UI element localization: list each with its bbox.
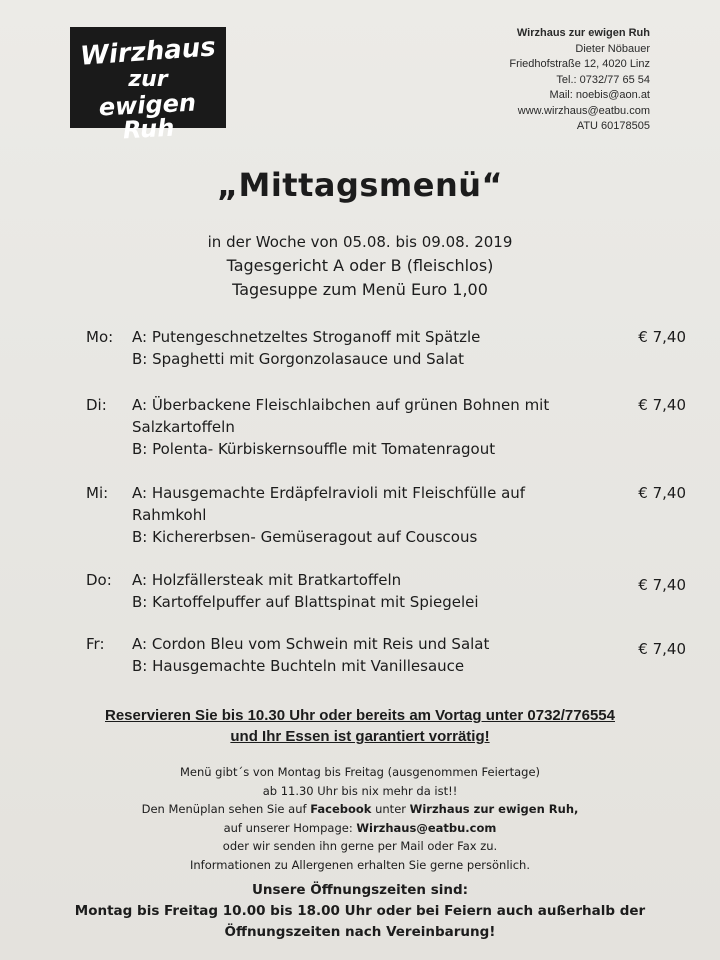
contact-mail: Mail: noebis@aon.at [549, 89, 650, 101]
day-price: € 7,40 [638, 640, 686, 658]
dish-line: A: Hausgemachte Erdäpfelravioli mit Fleischfülle auf [132, 484, 526, 502]
logo-line-2: zur [128, 67, 168, 92]
week-range: in der Woche von 05.08. bis 09.08. 2019 [207, 233, 513, 251]
contact-tel: Tel.: 0732/77 65 54 [556, 73, 650, 86]
facebook-label: Facebook [310, 802, 372, 816]
reservation-notice [0, 705, 720, 747]
reservation-line-2: und Ihr Essen ist garantiert vorrätig! [230, 728, 490, 745]
menu-options: Tagesgericht A oder B (fleischlos) [226, 256, 494, 275]
dish-line: B: Hausgemachte Buchteln mit Vanillesauce [132, 657, 465, 675]
day-dishes [132, 569, 602, 613]
contact-web: www.wirzhaus@eatbu.com [517, 104, 650, 117]
restaurant-name-bold: Wirzhaus zur ewigen Ruh, [409, 802, 579, 816]
dish-line: B: Spaghetti mit Gorgonzolasauce und Salat [132, 350, 465, 368]
dish-line: A: Cordon Bleu vom Schwein mit Reis und Salat [132, 635, 490, 653]
day-price: € 7,40 [638, 328, 686, 346]
dish-line: Salzkartoffeln [132, 418, 235, 436]
day-price: € 7,40 [638, 484, 686, 502]
logo-line-1: Wirzhaus [79, 32, 217, 72]
info-text: unter [371, 802, 410, 816]
logo-line-3: ewigen Ruh [98, 88, 197, 145]
dish-line: A: Überbackene Fleischlaibchen auf grünen Bohnen mit [132, 396, 550, 414]
info-text: auf unserer Hompage: [223, 820, 357, 835]
info-line-1: Menü gibt´s von Montag bis Freitag (ausgenommen Feiertage) [179, 765, 541, 779]
contact-atu: ATU 60178505 [576, 120, 650, 132]
page-title: „Mittagsmenü“ [216, 166, 504, 204]
info-line-5: oder wir senden ihn gerne per Mail oder Fax zu. [222, 839, 498, 853]
reservation-line-1: Reservieren Sie bis 10.30 Uhr oder bereits am Vortag unter 0732/776554 [105, 707, 615, 724]
info-line-6: Informationen zu Allergenen erhalten Sie gerne persönlich. [190, 857, 530, 872]
info-text: Den Menüplan sehen Sie auf [141, 802, 311, 816]
hours-line-3: Öffnungszeiten nach Vereinbarung! [224, 924, 496, 940]
dish-line: A: Putengeschnetzeltes Stroganoff mit Spätzle [132, 328, 481, 346]
day-label: Mi: [86, 484, 109, 502]
hours-heading: Unsere Öffnungszeiten sind: [251, 882, 469, 898]
day-label: Fr: [86, 635, 105, 653]
info-line-3 [0, 800, 720, 819]
dish-line: A: Holzfällersteak mit Bratkartoffeln [132, 571, 402, 589]
dish-line: B: Polenta- Kürbiskernsouffle mit Tomatenragout [132, 440, 496, 458]
restaurant-logo [70, 27, 226, 145]
contact-block [509, 26, 650, 135]
contact-owner: Dieter Nöbauer [575, 42, 650, 55]
day-dishes [132, 482, 602, 548]
day-label: Di: [86, 396, 107, 414]
day-dishes [132, 326, 602, 370]
dish-line: Rahmkohl [132, 506, 207, 524]
dish-line: B: Kichererbsen- Gemüseragout auf Couscous [132, 528, 478, 546]
opening-hours [0, 880, 720, 943]
info-line-2: ab 11.30 Uhr bis nix mehr da ist!! [262, 783, 458, 798]
hours-line-2: Montag bis Freitag 10.00 bis 18.00 Uhr oder bei Feiern auch außerhalb der [74, 903, 646, 919]
day-dishes [132, 394, 602, 460]
day-price: € 7,40 [638, 576, 686, 594]
day-label: Do: [86, 571, 112, 589]
contact-name: Wirzhaus zur ewigen Ruh [516, 27, 650, 39]
menu-subtitle [0, 230, 720, 302]
soup-price: Tagesuppe zum Menü Euro 1,00 [232, 280, 488, 299]
homepage-address: Wirzhaus@eatbu.com [356, 820, 497, 835]
dish-line: B: Kartoffelpuffer auf Blattspinat mit Spiegelei [132, 593, 479, 611]
day-label: Mo: [86, 328, 114, 346]
contact-address: Friedhofstraße 12, 4020 Linz [509, 58, 650, 70]
info-block [0, 763, 720, 874]
info-line-4 [0, 819, 720, 838]
day-price: € 7,40 [638, 396, 686, 414]
day-dishes [132, 633, 602, 677]
